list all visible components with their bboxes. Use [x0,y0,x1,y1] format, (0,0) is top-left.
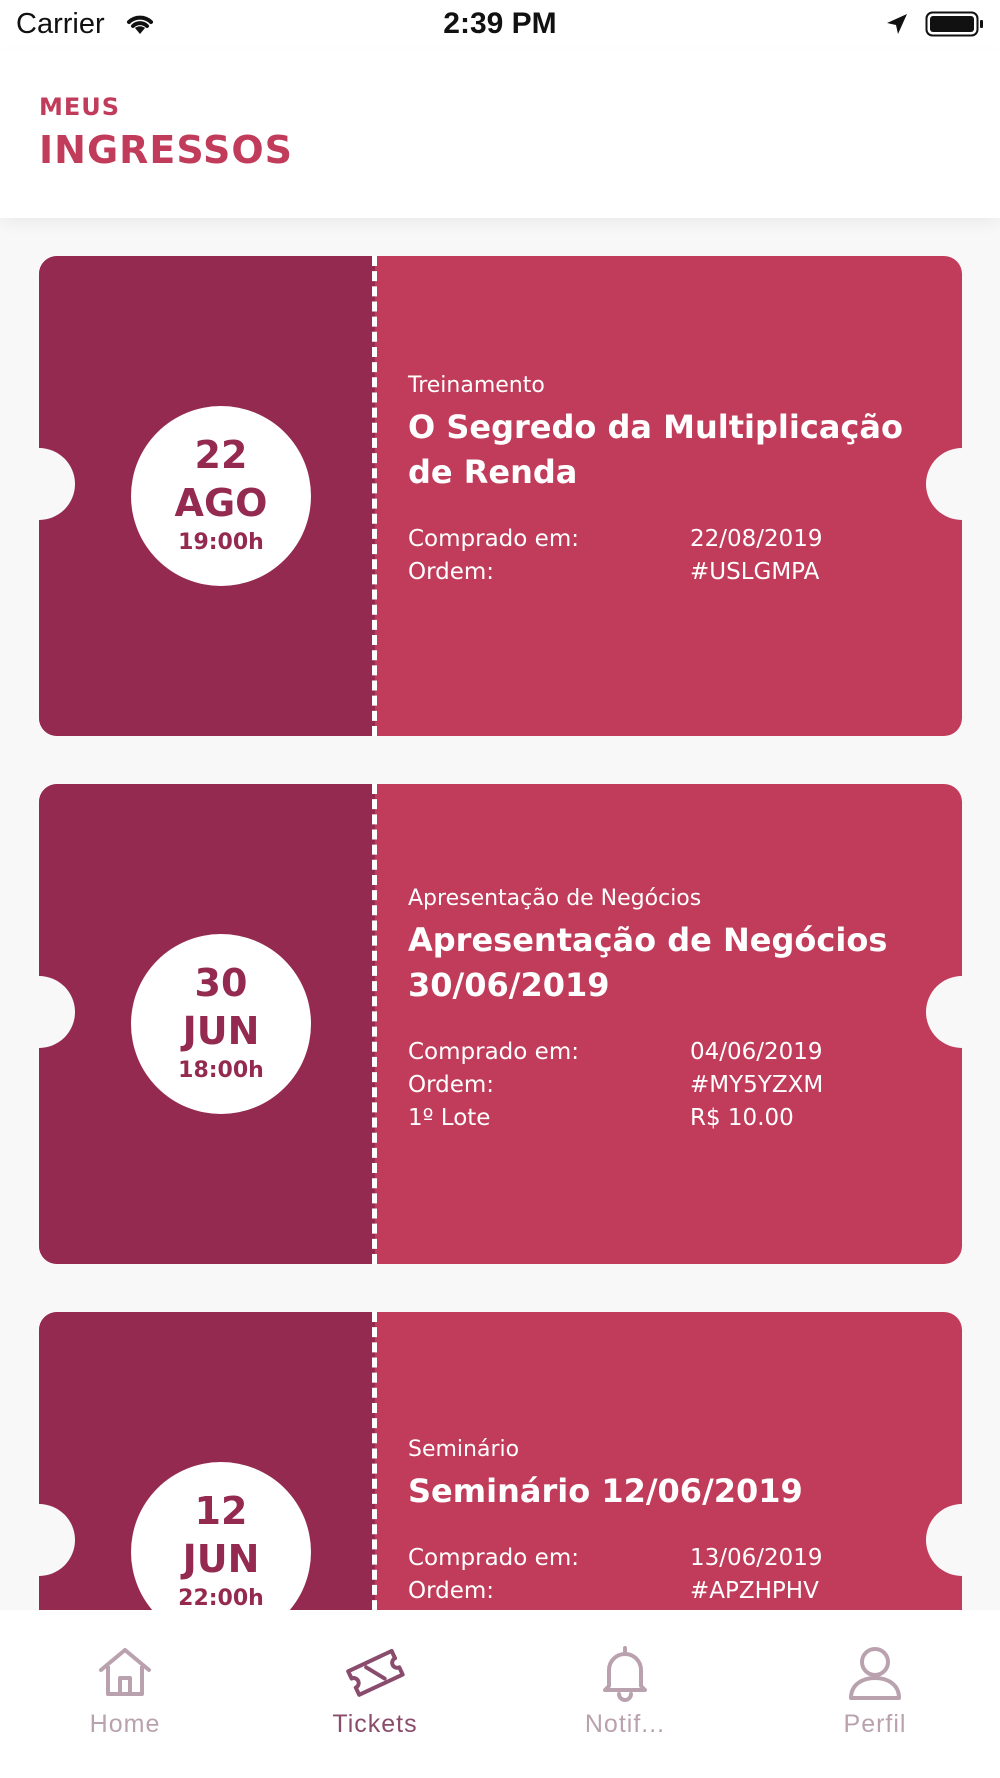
detail-label: Comprado em: [408,1039,579,1065]
ticket-title: Apresentação de Negócios 30/06/2019 [408,921,888,1004]
ticket-info [408,884,942,1135]
tab-label: Tickets [332,1710,418,1738]
status-time: 2:39 PM [443,7,557,40]
ticket-month: JUN [182,1009,260,1053]
ticket-date-badge [131,934,311,1114]
tab-profile[interactable] [750,1610,1000,1778]
bell-icon [595,1642,655,1702]
ticket-detail-row [408,1069,942,1102]
ticket-list[interactable] [0,218,1000,1610]
ticket-time: 22:00h [178,1586,264,1610]
tab-label: Home [89,1710,161,1738]
detail-label: Ordem: [408,1578,495,1604]
ticket-category: Treinamento [408,373,545,398]
ticket-icon [345,1642,405,1702]
ticket-time: 18:00h [178,1058,264,1083]
ticket-detail-row [408,1542,942,1575]
tab-bar [0,1610,1000,1778]
carrier-label: Carrier [16,8,105,40]
tab-tickets[interactable] [250,1610,500,1778]
ticket-day: 12 [194,1489,248,1533]
ticket-day: 30 [194,961,248,1005]
ticket-category: Seminário [408,1437,520,1462]
ticket-perforation [372,784,377,1264]
ticket-detail-row [408,1036,942,1069]
tab-home[interactable] [0,1610,250,1778]
status-bar [0,0,1000,50]
ticket-info [408,371,942,589]
ticket-perforation [372,256,377,736]
tab-label: Perfil [843,1710,907,1738]
ticket-title: Seminário 12/06/2019 [408,1472,803,1510]
battery-icon [925,11,985,37]
page-title: INGRESSOS [39,128,294,172]
ticket-card[interactable] [39,1312,962,1610]
detail-value: 04/06/2019 [690,1039,823,1065]
page-subtitle: MEUS [39,93,121,121]
ticket-info [408,1435,942,1608]
ticket-details [408,1542,942,1608]
page-header [0,50,1000,218]
ticket-title: O Segredo da Multiplicação de Renda [408,408,903,491]
detail-label: Ordem: [408,559,495,585]
ticket-card[interactable] [39,256,962,736]
ticket-card[interactable] [39,784,962,1264]
ticket-time: 19:00h [178,530,264,555]
user-icon [845,1642,905,1702]
ticket-month: JUN [182,1537,260,1581]
ticket-perforation [372,1312,377,1610]
detail-value: #APZHPHV [690,1578,819,1604]
detail-label: Comprado em: [408,526,579,552]
tab-notifications[interactable] [500,1610,750,1778]
tab-label: Notif... [584,1710,666,1738]
ticket-detail-row [408,523,942,556]
ticket-detail-row [408,556,942,589]
ticket-details [408,523,942,589]
detail-value: #MY5YZXM [690,1072,824,1098]
ticket-category: Apresentação de Negócios [408,886,702,911]
ticket-month: AGO [174,481,268,525]
home-icon [95,1642,155,1702]
ticket-details [408,1036,942,1135]
detail-label: 1º Lote [408,1105,491,1131]
detail-label: Comprado em: [408,1545,579,1571]
ticket-day: 22 [194,433,248,477]
ticket-date-badge [131,406,311,586]
detail-value: #USLGMPA [690,559,820,585]
detail-value: 22/08/2019 [690,526,823,552]
ticket-detail-row [408,1575,942,1608]
detail-value: R$ 10.00 [690,1105,794,1131]
detail-value: 13/06/2019 [690,1545,823,1571]
detail-label: Ordem: [408,1072,495,1098]
ticket-detail-row [408,1102,942,1135]
location-arrow-icon [885,12,909,36]
